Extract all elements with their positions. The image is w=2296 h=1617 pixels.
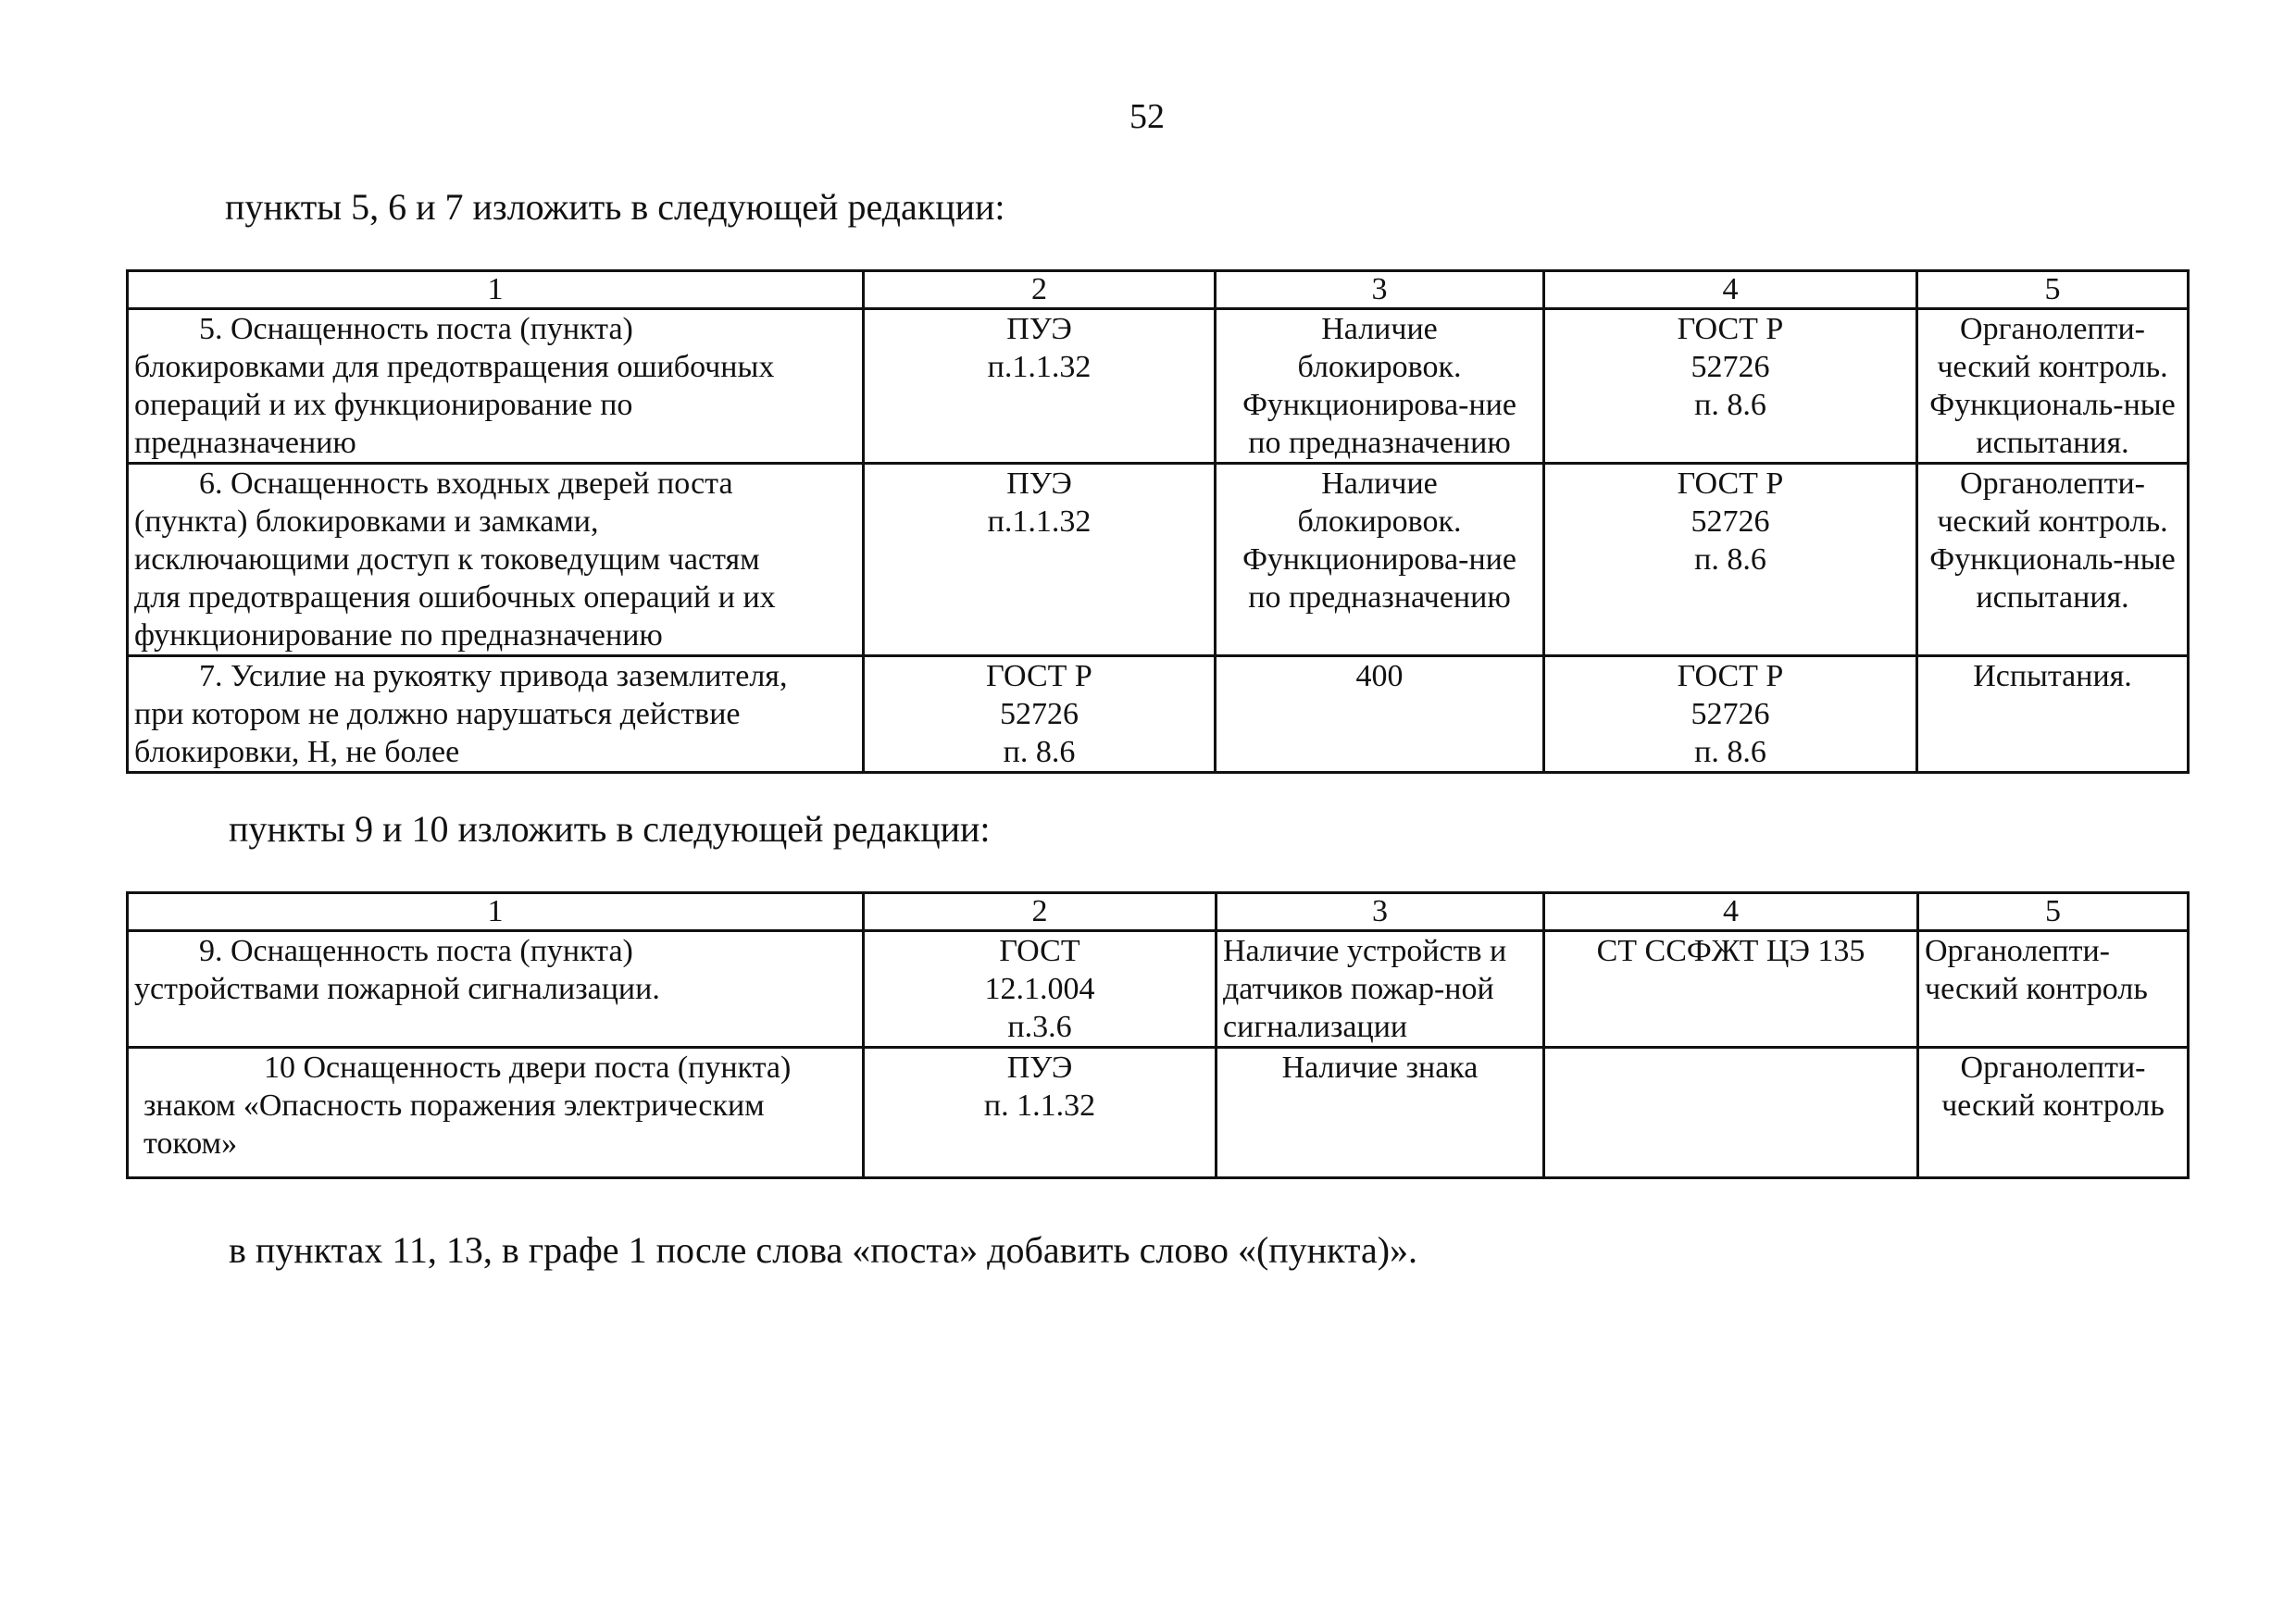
control-method-line: ческий контроль.	[1937, 350, 2168, 384]
requirement-line: 9. Оснащенность поста (пункта)	[199, 934, 633, 968]
norm-value-cell	[1217, 1048, 1544, 1178]
table-header-row	[128, 271, 2189, 309]
requirement-line: 6. Оснащенность входных дверей поста	[199, 466, 733, 501]
requirement-line: исключающими доступ к токоведущим частям	[134, 542, 760, 577]
footer-note: в пунктах 11, 13, в графе 1 после слова «поста» добавить слово «(пункта)».	[229, 1229, 1418, 1271]
norm-reference-line: п.1.1.32	[987, 350, 1092, 384]
column-header-5: 5	[1918, 893, 2189, 931]
control-method-cell	[1917, 656, 2189, 773]
norm-value-line: Наличие	[1321, 312, 1438, 346]
requirement-line: устройствами пожарной сигнализации.	[134, 972, 660, 1006]
method-reference-cell	[1544, 656, 1917, 773]
norm-reference-cell	[864, 1048, 1217, 1178]
method-reference-cell	[1544, 309, 1917, 464]
table-row	[128, 656, 2189, 773]
control-method-cell	[1918, 1048, 2189, 1178]
table-header-row	[128, 893, 2189, 931]
table-row	[128, 1048, 2189, 1178]
norm-reference-line: п. 1.1.32	[983, 1088, 1096, 1123]
norm-reference-line: ГОСТ	[999, 934, 1080, 968]
table-row	[128, 464, 2189, 656]
norm-reference-cell	[864, 309, 1216, 464]
requirement-line: (пункта) блокировками и замками,	[134, 504, 599, 539]
method-reference-line: ГОСТ Р	[1677, 466, 1784, 501]
requirement-line: при котором не должно нарушаться действие	[134, 697, 741, 731]
method-reference-line: 52726	[1691, 697, 1770, 731]
control-method-cell	[1917, 309, 2189, 464]
section-2-intro: пункты 9 и 10 изложить в следующей редакции:	[229, 808, 991, 850]
page-number: 52	[1129, 97, 1165, 136]
requirement-line: функционирование по предназначению	[134, 618, 663, 653]
control-method-line: Функциональ-ные	[1929, 388, 2176, 422]
control-method-line: Функциональ-ные	[1929, 542, 2176, 577]
requirement-line: операций и их функционирование по	[134, 388, 633, 422]
norm-reference-line: 52726	[1000, 697, 1079, 731]
requirement-line: знаком «Опасность поражения электрическим	[144, 1088, 765, 1123]
control-method-line: испытания.	[1976, 580, 2129, 615]
method-reference-line: ГОСТ Р	[1677, 659, 1784, 693]
control-method-line: Органолепти-	[1960, 1051, 2146, 1085]
control-method-line: испытания.	[1976, 426, 2129, 460]
method-reference-line: п. 8.6	[1694, 735, 1766, 769]
norm-reference-line: ПУЭ	[1006, 312, 1072, 346]
column-header-4: 4	[1544, 271, 1917, 309]
norm-reference-cell	[864, 656, 1216, 773]
table-row	[128, 931, 2189, 1048]
requirement-cell	[128, 309, 864, 464]
control-method-line: Испытания.	[1973, 659, 2132, 693]
norm-reference-line: 12.1.004	[984, 972, 1095, 1006]
norm-value-line: по предназначению	[1248, 580, 1511, 615]
column-header-1: 1	[128, 271, 864, 309]
norm-value-line: сигнализации	[1223, 1010, 1408, 1044]
method-reference-line: ГОСТ Р	[1677, 312, 1784, 346]
column-header-1: 1	[128, 893, 864, 931]
requirement-line: предназначению	[134, 426, 356, 460]
requirement-line: током»	[144, 1126, 238, 1161]
control-method-cell	[1917, 464, 2189, 656]
table-row	[128, 309, 2189, 464]
requirements-table-1	[126, 269, 2190, 774]
control-method-line: Органолепти-	[1960, 312, 2145, 346]
norm-value-cell	[1216, 309, 1544, 464]
method-reference-cell	[1544, 464, 1917, 656]
column-header-2: 2	[864, 893, 1217, 931]
norm-reference-line: п.3.6	[1007, 1010, 1072, 1044]
requirement-line: блокировками для предотвращения ошибочных	[134, 350, 775, 384]
norm-reference-line: ПУЭ	[1006, 466, 1072, 501]
method-reference-cell	[1544, 931, 1918, 1048]
requirement-line: 5. Оснащенность поста (пункта)	[199, 312, 633, 346]
method-reference-line: п. 8.6	[1694, 542, 1766, 577]
method-reference-line: п. 8.6	[1694, 388, 1766, 422]
control-method-line: ческий контроль.	[1937, 504, 2168, 539]
norm-reference-cell	[864, 464, 1216, 656]
norm-reference-line: ПУЭ	[1006, 1051, 1073, 1085]
column-header-2: 2	[864, 271, 1216, 309]
norm-value-line: Наличие знака	[1281, 1051, 1479, 1085]
column-header-3: 3	[1217, 893, 1544, 931]
control-method-line: ческий контроль	[1941, 1088, 2165, 1123]
norm-value-cell	[1216, 656, 1544, 773]
norm-value-cell	[1217, 931, 1544, 1048]
control-method-line: ческий контроль	[1925, 972, 2148, 1006]
requirement-cell	[128, 656, 864, 773]
norm-value-line: по предназначению	[1248, 426, 1511, 460]
requirement-cell	[128, 464, 864, 656]
method-reference-line: 52726	[1691, 504, 1770, 539]
column-header-3: 3	[1216, 271, 1544, 309]
norm-value-cell	[1216, 464, 1544, 656]
norm-value-line: 400	[1355, 659, 1404, 693]
requirement-cell	[128, 1048, 864, 1178]
requirement-line: для предотвращения ошибочных операций и их	[134, 580, 776, 615]
norm-reference-line: ГОСТ Р	[986, 659, 1092, 693]
norm-value-line: Функционирова-ние	[1242, 542, 1516, 577]
norm-value-line: Наличие устройств и	[1223, 934, 1507, 968]
requirements-table-2	[126, 891, 2190, 1179]
requirement-line: 7. Усилие на рукоятку привода заземлителя,	[199, 659, 788, 693]
norm-reference-cell	[864, 931, 1217, 1048]
norm-value-line: датчиков пожар-ной	[1223, 972, 1494, 1006]
norm-reference-line: п. 8.6	[1003, 735, 1076, 769]
method-reference-line: СТ ССФЖТ ЦЭ 135	[1596, 934, 1866, 968]
norm-value-line: Функционирова-ние	[1242, 388, 1516, 422]
norm-reference-line: п.1.1.32	[987, 504, 1092, 539]
requirement-line: блокировки, Н, не более	[134, 735, 460, 769]
control-method-cell	[1918, 931, 2189, 1048]
method-reference-cell	[1544, 1048, 1918, 1178]
control-method-line: Органолепти-	[1925, 934, 2110, 968]
section-1-intro: пункты 5, 6 и 7 изложить в следующей редакции:	[225, 186, 1005, 228]
norm-value-line: блокировок.	[1297, 350, 1462, 384]
requirement-line: 10 Оснащенность двери поста (пункта)	[264, 1051, 792, 1085]
control-method-line: Органолепти-	[1960, 466, 2145, 501]
column-header-4: 4	[1544, 893, 1918, 931]
norm-value-line: блокировок.	[1297, 504, 1462, 539]
column-header-5: 5	[1917, 271, 2189, 309]
requirement-cell	[128, 931, 864, 1048]
method-reference-line: 52726	[1691, 350, 1770, 384]
norm-value-line: Наличие	[1321, 466, 1438, 501]
